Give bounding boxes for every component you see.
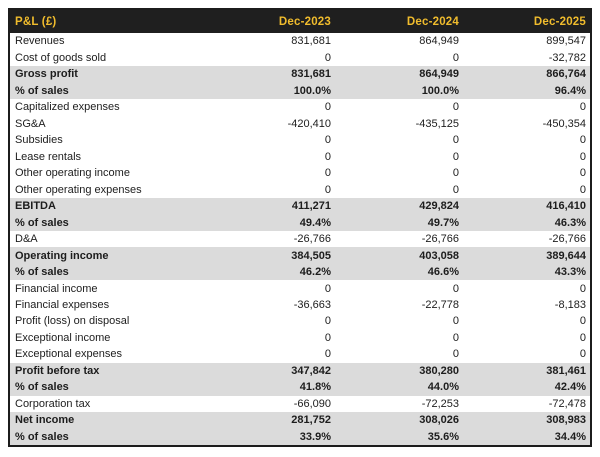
row-label: Operating income	[15, 249, 109, 262]
cell-value-dec-2024: 100.0%	[421, 84, 459, 97]
cell-value-dec-2023: 33.9%	[299, 430, 331, 443]
row-label: Corporation tax	[15, 397, 91, 410]
cell-value-dec-2023: 0	[324, 51, 331, 64]
row-label: Lease rentals	[15, 150, 82, 163]
cell-value-dec-2024: 0	[452, 282, 459, 295]
cell-value-dec-2025: 0	[579, 150, 586, 163]
cell-value-dec-2023: -66,090	[293, 397, 331, 410]
cell-value-dec-2024: 35.6%	[427, 430, 459, 443]
cell-value-dec-2024: 0	[452, 150, 459, 163]
table-body	[10, 33, 590, 445]
table-row	[10, 49, 590, 65]
cell-value-dec-2025: 96.4%	[554, 84, 586, 97]
cell-value-dec-2024: 380,280	[419, 364, 459, 377]
cell-value-dec-2024: 46.6%	[427, 266, 459, 279]
row-label: % of sales	[15, 381, 69, 394]
cell-value-dec-2025: 0	[579, 134, 586, 147]
table-row	[10, 363, 590, 379]
cell-value-dec-2025: 389,644	[546, 249, 586, 262]
cell-value-dec-2024: 0	[452, 183, 459, 196]
cell-value-dec-2025: 308,983	[546, 414, 586, 427]
table-row	[10, 82, 590, 98]
cell-value-dec-2025: 46.3%	[554, 216, 586, 229]
cell-value-dec-2023: 0	[324, 331, 331, 344]
table-row	[10, 330, 590, 346]
table-row	[10, 396, 590, 412]
cell-value-dec-2023: 0	[324, 134, 331, 147]
table-row	[10, 247, 590, 263]
row-label: Financial income	[15, 282, 98, 295]
cell-value-dec-2024: -26,766	[421, 233, 459, 246]
cell-value-dec-2024: 864,949	[419, 68, 459, 81]
row-label: % of sales	[15, 430, 69, 443]
cell-value-dec-2025: -26,766	[548, 233, 586, 246]
cell-value-dec-2024: 0	[452, 134, 459, 147]
cell-value-dec-2023: 0	[324, 150, 331, 163]
table-title: P&L (£)	[15, 15, 57, 28]
cell-value-dec-2024: 429,824	[419, 200, 459, 213]
table-row	[10, 280, 590, 296]
table-row	[10, 132, 590, 148]
cell-value-dec-2023: 411,271	[291, 200, 331, 213]
table-row	[10, 198, 590, 214]
cell-value-dec-2025: -450,354	[542, 117, 586, 130]
cell-value-dec-2025: 0	[579, 331, 586, 344]
cell-value-dec-2023: 0	[324, 348, 331, 361]
table-row	[10, 231, 590, 247]
cell-value-dec-2025: 0	[579, 348, 586, 361]
table-row	[10, 99, 590, 115]
table-row	[10, 66, 590, 82]
cell-value-dec-2023: 0	[324, 315, 331, 328]
table-row	[10, 33, 590, 49]
table-row	[10, 181, 590, 197]
cell-value-dec-2023: 347,842	[291, 364, 331, 377]
column-header-dec-2023: Dec-2023	[278, 15, 331, 28]
cell-value-dec-2023: 41.8%	[299, 381, 331, 394]
table-row	[10, 429, 590, 445]
cell-value-dec-2025: -8,183	[554, 298, 586, 311]
row-label: SG&A	[15, 117, 46, 130]
row-label: Profit (loss) on disposal	[15, 315, 130, 328]
cell-value-dec-2023: 281,752	[291, 414, 331, 427]
cell-value-dec-2025: 416,410	[546, 200, 586, 213]
cell-value-dec-2025: -32,782	[548, 51, 586, 64]
table-row	[10, 412, 590, 428]
row-label: % of sales	[15, 216, 69, 229]
cell-value-dec-2024: 0	[452, 51, 459, 64]
table-row	[10, 313, 590, 329]
cell-value-dec-2025: 42.4%	[554, 381, 586, 394]
cell-value-dec-2024: 403,058	[419, 249, 459, 262]
cell-value-dec-2025: -72,478	[548, 397, 586, 410]
cell-value-dec-2025: 43.3%	[554, 266, 586, 279]
row-label: Capitalized expenses	[15, 101, 120, 114]
cell-value-dec-2024: -22,778	[421, 298, 459, 311]
cell-value-dec-2024: -435,125	[415, 117, 459, 130]
cell-value-dec-2025: 0	[579, 167, 586, 180]
cell-value-dec-2024: 0	[452, 348, 459, 361]
cell-value-dec-2025: 0	[579, 282, 586, 295]
cell-value-dec-2023: -36,663	[293, 298, 331, 311]
cell-value-dec-2023: 831,681	[291, 68, 331, 81]
column-header-dec-2024: Dec-2024	[406, 15, 459, 28]
row-label: % of sales	[15, 266, 69, 279]
row-label: Profit before tax	[15, 364, 100, 377]
cell-value-dec-2024: 864,949	[419, 35, 459, 48]
row-label: EBITDA	[15, 200, 56, 213]
cell-value-dec-2025: 866,764	[546, 68, 586, 81]
table-row	[10, 115, 590, 131]
row-label: Gross profit	[15, 68, 78, 81]
row-label: Other operating income	[15, 167, 130, 180]
table-row	[10, 297, 590, 313]
cell-value-dec-2024: -72,253	[421, 397, 459, 410]
cell-value-dec-2025: 381,461	[546, 364, 586, 377]
table-row	[10, 264, 590, 280]
cell-value-dec-2023: -26,766	[293, 233, 331, 246]
row-label: D&A	[15, 233, 38, 246]
cell-value-dec-2023: 100.0%	[293, 84, 331, 97]
cell-value-dec-2024: 0	[452, 315, 459, 328]
cell-value-dec-2023: -420,410	[287, 117, 331, 130]
table-row	[10, 214, 590, 230]
cell-value-dec-2023: 0	[324, 101, 331, 114]
cell-value-dec-2023: 831,681	[291, 35, 331, 48]
row-label: Revenues	[15, 35, 65, 48]
table-header-row	[10, 10, 590, 33]
cell-value-dec-2024: 308,026	[419, 414, 459, 427]
cell-value-dec-2025: 0	[579, 315, 586, 328]
cell-value-dec-2024: 0	[452, 101, 459, 114]
cell-value-dec-2025: 34.4%	[554, 430, 586, 443]
cell-value-dec-2024: 0	[452, 167, 459, 180]
column-header-dec-2025: Dec-2025	[533, 15, 586, 28]
cell-value-dec-2023: 49.4%	[299, 216, 331, 229]
row-label: Net income	[15, 414, 75, 427]
cell-value-dec-2023: 0	[324, 282, 331, 295]
row-label: Exceptional expenses	[15, 348, 123, 361]
row-label: Exceptional income	[15, 331, 111, 344]
table-row	[10, 379, 590, 395]
cell-value-dec-2023: 0	[324, 167, 331, 180]
row-label: Subsidies	[15, 134, 63, 147]
cell-value-dec-2025: 0	[579, 101, 586, 114]
cell-value-dec-2023: 384,505	[291, 249, 331, 262]
table-row	[10, 148, 590, 164]
cell-value-dec-2025: 899,547	[546, 35, 586, 48]
cell-value-dec-2024: 0	[452, 331, 459, 344]
cell-value-dec-2024: 49.7%	[427, 216, 459, 229]
cell-value-dec-2023: 0	[324, 183, 331, 196]
table-row	[10, 165, 590, 181]
row-label: Cost of goods sold	[15, 51, 107, 64]
table-row	[10, 346, 590, 362]
row-label: % of sales	[15, 84, 69, 97]
cell-value-dec-2024: 44.0%	[427, 381, 459, 394]
cell-value-dec-2025: 0	[579, 183, 586, 196]
cell-value-dec-2023: 46.2%	[299, 266, 331, 279]
pnl-table	[8, 8, 592, 447]
row-label: Other operating expenses	[15, 183, 142, 196]
row-label: Financial expenses	[15, 298, 110, 311]
